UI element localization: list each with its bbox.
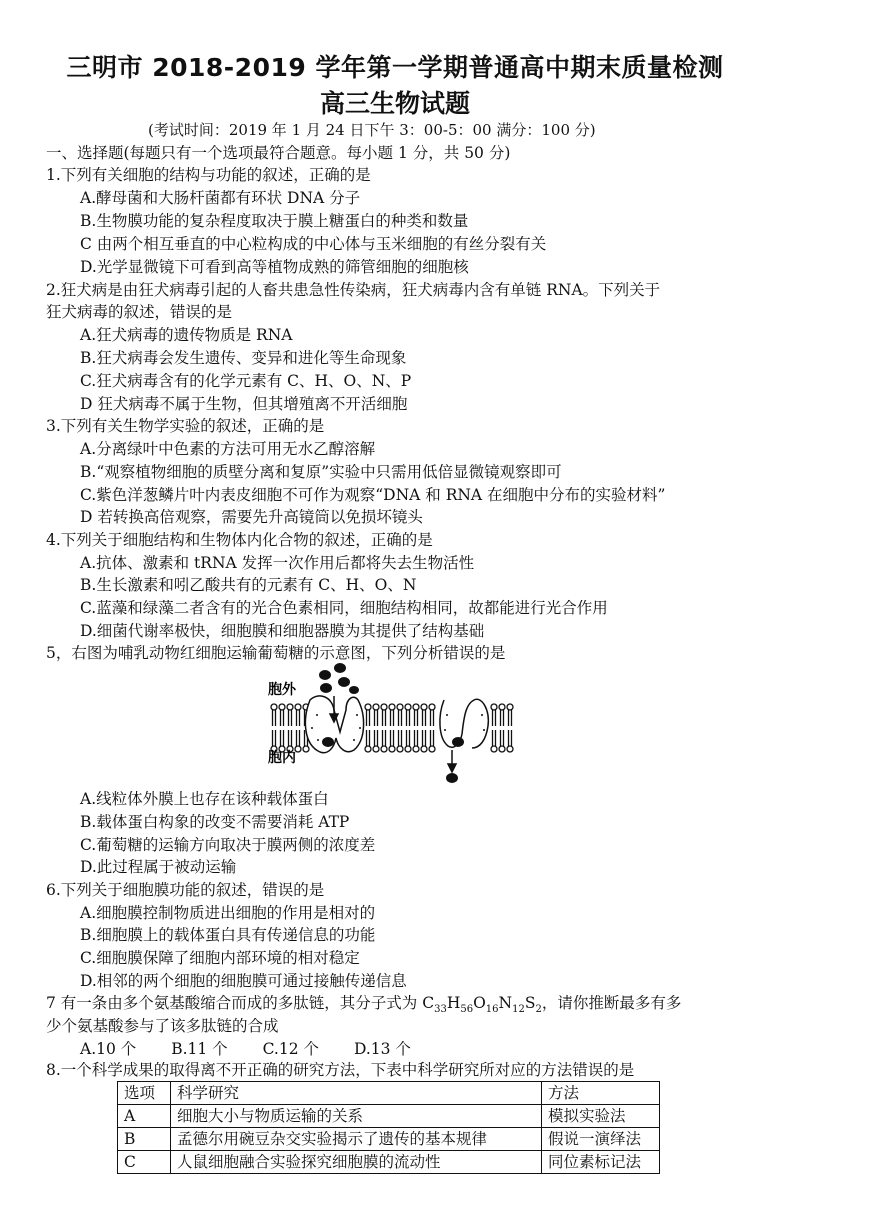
lipid-head xyxy=(405,746,411,752)
q5-option-c: C.葡萄糖的运输方向取决于膜两侧的浓度差 xyxy=(80,836,376,854)
lipid-head xyxy=(295,704,301,710)
lipid-tail xyxy=(399,710,402,726)
table-cell: B xyxy=(118,1128,171,1151)
lipid-head xyxy=(429,704,435,710)
q3-option-a: A.分离绿叶中色素的方法可用无水乙醇溶解 xyxy=(80,440,376,458)
q3-option-d: D 若转换高倍观察，需要先升高镜筒以免损坏镜头 xyxy=(80,508,423,526)
exam-info: (考试时间：2019 年 1 月 24 日下午 3：00-5：00 满分：100 分) xyxy=(148,121,596,139)
table-row xyxy=(118,1105,660,1128)
q6-option-b: B.细胞膜上的载体蛋白具有传递信息的功能 xyxy=(80,926,376,944)
lipid-head xyxy=(413,746,419,752)
formula-n: N xyxy=(498,994,513,1012)
table-cell: 假说一演绎法 xyxy=(542,1128,660,1151)
lipid-head xyxy=(507,704,513,710)
table-cell: 细胞大小与物质运输的关系 xyxy=(171,1105,542,1128)
q4-option-d: D.细菌代谢率极快，细胞膜和细胞器膜为其提供了结构基础 xyxy=(80,622,485,640)
q7-option-b: B.11 个 xyxy=(171,1040,228,1058)
lipid-head xyxy=(491,746,497,752)
q6-stem: 6.下列关于细胞膜功能的叙述，错误的是 xyxy=(46,881,325,899)
table-cell: C xyxy=(118,1151,171,1174)
q1-option-b: B.生物膜功能的复杂程度取决于膜上糖蛋白的种类和数量 xyxy=(80,212,469,230)
q1-stem: 1.下列有关细胞的结构与功能的叙述，正确的是 xyxy=(46,166,371,184)
lipid-head xyxy=(397,704,403,710)
glucose-transport-diagram xyxy=(262,660,522,785)
glucose-molecules xyxy=(319,663,464,783)
lipid-tail xyxy=(281,730,284,746)
q2-option-c: C.狂犬病毒含有的化学元素有 C、H、O、N、P xyxy=(80,372,412,390)
table-header-row xyxy=(118,1082,660,1105)
lipid-tail xyxy=(281,710,284,726)
lipid-head xyxy=(429,746,435,752)
lipid-tail xyxy=(423,730,426,746)
lipid-tail xyxy=(391,730,394,746)
exam-subtitle: 高三生物试题 xyxy=(319,89,470,118)
q2-option-a: A.狂犬病毒的遗传物质是 RNA xyxy=(80,326,293,344)
lipid-head xyxy=(389,704,395,710)
lipid-tail xyxy=(415,730,418,746)
table-cell: 模拟实验法 xyxy=(542,1105,660,1128)
table-row xyxy=(118,1151,660,1174)
q7-option-d: D.13 个 xyxy=(353,1040,411,1058)
q7-stem-line2: 少个氨基酸参与了该多肽链的合成 xyxy=(46,1017,279,1035)
formula-s: S xyxy=(524,994,536,1012)
lipid-tail xyxy=(509,730,512,746)
methods-table xyxy=(117,1081,660,1174)
lipid-head xyxy=(303,746,309,752)
q4-stem: 4.下列关于细胞结构和生物体内化合物的叙述，正确的是 xyxy=(46,531,433,549)
q8-stem: 8.一个科学成果的取得离不开正确的研究方法，下表中科学研究所对应的方法错误的是 xyxy=(46,1061,635,1079)
table-header-cell: 方法 xyxy=(542,1082,660,1105)
lipid-head xyxy=(279,704,285,710)
table-cell: 同位素标记法 xyxy=(542,1151,660,1174)
formula-n-count: 12 xyxy=(512,1004,525,1016)
lipid-tail xyxy=(493,710,496,726)
q1-option-c: C 由两个相互垂直的中心粒构成的中心体与玉米细胞的有丝分裂有关 xyxy=(80,235,547,253)
formula-h: H xyxy=(446,994,461,1012)
q3-option-b: B.“观察植物细胞的质壁分离和复原”实验中只需用低倍显微镜观察即可 xyxy=(80,463,562,481)
lipid-tail xyxy=(289,730,292,746)
lipid-head xyxy=(491,704,497,710)
q2-stem-line1: 2.狂犬病是由狂犬病毒引起的人畜共患急性传染病，狂犬病毒内含有单链 RNA。下列关于 xyxy=(46,281,661,299)
table-cell: A xyxy=(118,1105,171,1128)
q2-option-d: D 狂犬病毒不属于生物，但其增殖离不开活细胞 xyxy=(80,395,408,413)
formula-o: O xyxy=(473,994,486,1012)
lipid-tail xyxy=(383,730,386,746)
lipid-head xyxy=(365,746,371,752)
lipid-tail xyxy=(399,730,402,746)
lipid-head xyxy=(373,746,379,752)
lipid-tail xyxy=(375,710,378,726)
lipid-tail xyxy=(423,710,426,726)
lipid-head xyxy=(381,704,387,710)
lipid-tail xyxy=(367,730,370,746)
lipid-head xyxy=(499,704,505,710)
table-header-cell: 科学研究 xyxy=(171,1082,542,1105)
lipid-head xyxy=(507,746,513,752)
q3-stem: 3.下列有关生物学实验的叙述，正确的是 xyxy=(46,417,325,435)
section-heading: 一、选择题(每题只有一个选项最符合题意。每小题 1 分，共 50 分) xyxy=(46,144,511,162)
table-cell: 孟德尔用碗豆杂交实验揭示了遗传的基本规律 xyxy=(171,1128,542,1151)
lipid-tail xyxy=(431,730,434,746)
lipid-tail xyxy=(375,730,378,746)
lipid-head xyxy=(271,704,277,710)
q2-option-b: B.狂犬病毒会发生遗传、变异和进化等生命现象 xyxy=(80,349,407,367)
lipid-tail xyxy=(501,710,504,726)
lipid-head xyxy=(405,704,411,710)
lipid-tail xyxy=(297,710,300,726)
lipid-head xyxy=(389,746,395,752)
lipid-head xyxy=(499,746,505,752)
formula-c-count: 33 xyxy=(434,1004,447,1016)
label-outside: 胞外 xyxy=(268,682,296,698)
q7-option-c: C.12 个 xyxy=(262,1040,320,1058)
q3-option-c: C.紫色洋葱鳞片叶内表皮细胞不可作为观察“DNA 和 RNA 在细胞中分布的实验材料” xyxy=(80,486,666,504)
formula-h-count: 56 xyxy=(460,1004,474,1016)
q5-option-a: A.线粒体外膜上也存在该种载体蛋白 xyxy=(80,790,329,808)
lipid-tail xyxy=(273,710,276,726)
q6-option-d: D.相邻的两个细胞的细胞膜可通过接触传递信息 xyxy=(80,972,407,990)
exam-title: 三明市 2018-2019 学年第一学期普通高中期末质量检测 xyxy=(66,53,724,82)
lipid-tail xyxy=(493,730,496,746)
lipid-tail xyxy=(415,710,418,726)
lipid-tail xyxy=(501,730,504,746)
lipid-tail xyxy=(273,730,276,746)
q5-option-d: D.此过程属于被动运输 xyxy=(80,858,237,876)
lipid-tail xyxy=(407,710,410,726)
lipid-tail xyxy=(383,710,386,726)
lipid-head xyxy=(287,704,293,710)
lipid-tail xyxy=(297,730,300,746)
lipid-head xyxy=(365,704,371,710)
lipid-head xyxy=(373,704,379,710)
lipid-head xyxy=(421,746,427,752)
table-row xyxy=(118,1128,660,1151)
lipid-head xyxy=(413,704,419,710)
q4-option-c: C.蓝藻和绿藻二者含有的光合色素相同，细胞结构相同，故都能进行光合作用 xyxy=(80,599,608,617)
q6-option-a: A.细胞膜控制物质进出细胞的作用是相对的 xyxy=(80,904,376,922)
q7-stem-text-a: 7 有一条由多个氨基酸缩合而成的多肽链，其分子式为 C xyxy=(46,994,435,1012)
formula-o-count: 16 xyxy=(485,1004,499,1016)
lipid-head xyxy=(397,746,403,752)
lipid-tail xyxy=(367,710,370,726)
q6-option-c: C.细胞膜保障了细胞内部环境的相对稳定 xyxy=(80,949,360,967)
lipid-tail xyxy=(289,710,292,726)
carrier-protein-right xyxy=(440,699,488,748)
q7-option-a: A.10 个 xyxy=(80,1040,137,1058)
lipid-tail xyxy=(407,730,410,746)
q4-option-a: A.抗体、激素和 tRNA 发挥一次作用后都将失去生物活性 xyxy=(80,554,475,572)
lipid-tail xyxy=(509,710,512,726)
q1-option-d: D.光学显微镜下可看到高等植物成熟的筛管细胞的细胞核 xyxy=(80,258,469,276)
q7-stem-text-b: ，请你推断最多有多 xyxy=(541,994,682,1012)
lipid-head xyxy=(381,746,387,752)
q5-option-b: B.载体蛋白构象的改变不需要消耗 ATP xyxy=(80,813,350,831)
lipid-head xyxy=(421,704,427,710)
q7-options xyxy=(80,1037,441,1059)
q5-stem: 5，右图为哺乳动物红细胞运输葡萄糖的示意图，下列分析错误的是 xyxy=(46,644,506,662)
table-cell: 人鼠细胞融合实验探究细胞膜的流动性 xyxy=(171,1151,542,1174)
table-header-cell: 选项 xyxy=(118,1082,171,1105)
q1-option-a: A.酵母菌和大肠杆菌都有环状 DNA 分子 xyxy=(80,189,361,207)
lipid-tail xyxy=(391,710,394,726)
formula-s-count: 2 xyxy=(535,1004,542,1016)
lipid-tail xyxy=(431,710,434,726)
label-inside: 胞内 xyxy=(268,750,296,766)
q2-stem-line2: 狂犬病毒的叙述，错误的是 xyxy=(46,303,233,321)
q4-option-b: B.生长激素和吲乙酸共有的元素有 C、H、O、N xyxy=(80,576,417,594)
